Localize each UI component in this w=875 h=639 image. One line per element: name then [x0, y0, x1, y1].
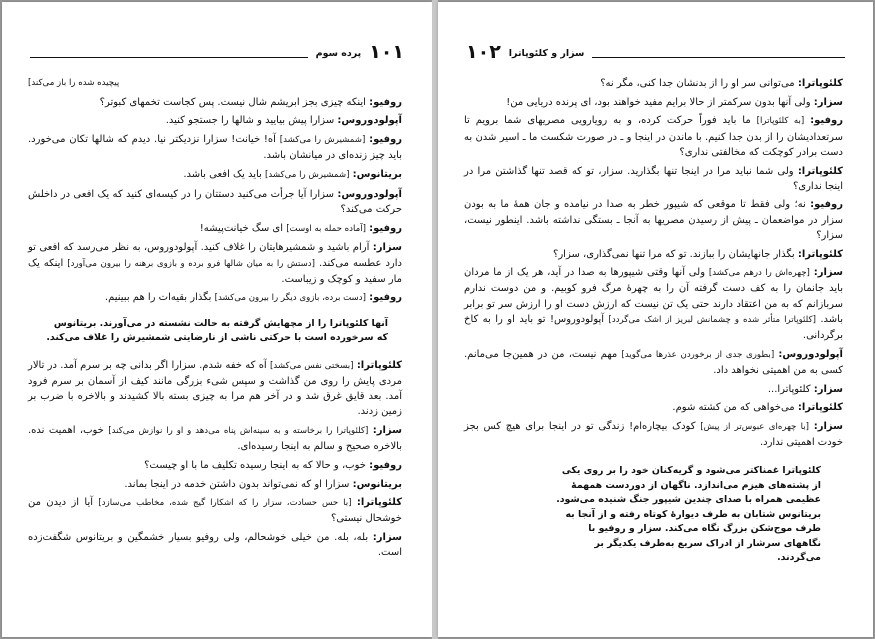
dialogue-line — [28, 187, 402, 217]
dialogue-line — [28, 167, 402, 183]
right-page-body — [464, 76, 843, 566]
line-text: نه؛ ولی فقط تا موقعی که شیپور خطر به صدا در نیامده و جان همهٔ ما به بودن سزار در مواضعمان ـ پیش از رسیدن مصریها به آنجا ـ بستگی نداشته باشد. اینطور نیست، سزار؟ — [464, 199, 843, 241]
dialogue-line — [464, 382, 843, 397]
line-text: می‌توانی سر او را از بدنشان جدا کنی، مگر نه؟ — [600, 78, 795, 89]
dialogue-line — [464, 113, 843, 160]
direction: [بسختی نفس می‌کشد] — [270, 360, 354, 371]
page-number: ۱۰۱ — [369, 41, 404, 63]
line-text: سزارا پیش بیایید و شالها را جستجو کنید. — [165, 115, 335, 127]
direction: [دست برده، بازوی دیگر را بیرون می‌کشد] — [214, 293, 366, 304]
line-text: آه! خیانت! سزارا نزدیکتر نیا. دیدم که شالها تکان می‌خورد. باید چیز زنده‌ای در میانشان باشد. — [28, 134, 402, 162]
dialogue-line — [28, 290, 402, 306]
dialogue-line — [28, 358, 402, 420]
stage-direction-fragment: پیچیده شده را باز می‌کند] — [28, 78, 120, 88]
dialogue-line — [28, 240, 402, 287]
direction: [کلئوپاترا را برخاسته و به سینه‌اش پناه می‌دهد و او را نوازش می‌کند] — [108, 425, 369, 436]
speaker: کلئوپاترا: — [797, 78, 843, 89]
line-text: ما باید فوراً حرکت کرده، و به رویارویی مصریهای شما برویم تا سرتعدادیشان را از بدن جدا کنیم. با ماندن در اینجا و ـ در صورت شکست ما ـ اسیر شدن به دست برادر کوچکت که مخالفتی نداری؟ — [464, 115, 843, 158]
speaker: بریتانوس: — [352, 478, 402, 490]
line-text: ولی آنها وقتی شیپورها به صدا در آید، هر یک از ما مردان باید جانمان را به کف دست گرفته آن را به چهرهٔ مرگ فرو کوبیم. و من دوست ندارم سربازانم که به من اعتقاد دارند حتی یک تن نیست که ارزش دست او را ارزش سر تو برابر باشد. — [464, 267, 843, 325]
dialogue-line — [28, 477, 402, 492]
dialogue-line — [464, 265, 843, 343]
direction: [شمشیرش را می‌کشد] — [265, 170, 350, 181]
speaker: روفیو: — [369, 459, 402, 471]
line-text: آه که خفه شدم. سزارا اگر بدانی چه بر سرم آمد. در تالار مردی پایش را روی من گذاشت و سپس شیء بزرگی مانند کیف از آسمان بر سرم فرود آمد. بعد قایق غرق شد و در آخر هم مرا به چیزی بسته بالا کشیدند و بالاخره با ضرب بر زمین زدند. — [28, 359, 402, 418]
line-text: سزارا او که نمی‌تواند بدون داشتن خدمه در اینجا بماند. — [124, 478, 350, 490]
dialogue-line — [28, 221, 402, 237]
speaker: سزار: — [372, 424, 402, 436]
line-text: ولی شما نباید مرا در اینجا تنها بگذارید. سزار، تو که قصد تنها گذاشتن مرا در اینجا نداری؟ — [464, 165, 843, 192]
line-text: اینکه یک مار سفید و کوچک و زیباست. — [28, 257, 402, 285]
header-rule — [592, 57, 845, 58]
line-text: بله، بله. من خیلی خوشحالم، ولی روفیو بسیار خشمگین و بریتانوس شگفت‌زده است. — [28, 532, 402, 559]
speaker: روفیو: — [810, 199, 843, 211]
speaker: روفیو: — [369, 134, 402, 146]
speaker: روفیو: — [369, 292, 402, 304]
speaker: سزار: — [372, 242, 402, 254]
stage-direction: آنها کلئوپاترا را از مچهایش گرفته به حالت نشسته در می‌آورند. بریتانوس که سرخورده است با حرکتی ناشی از نارضایتی شمشیرش را غلاف می‌کند. — [46, 317, 388, 344]
line-text: می‌خواهی که من کشته شوم. — [672, 402, 795, 414]
speaker: سزار: — [813, 421, 843, 433]
speaker: سزار: — [813, 267, 843, 279]
dialogue-line — [28, 458, 402, 473]
dialogue-line — [464, 347, 843, 378]
dialogue-line — [464, 197, 843, 243]
speaker: روفیو: — [369, 222, 402, 234]
speaker: کلئوپاترا: — [797, 402, 843, 414]
speaker: روفیو: — [369, 96, 402, 108]
line-text: خوب، اهمیت نده. بالاخره صحیح و سالم به اینجا رسیده‌ای. — [28, 424, 402, 453]
dialogue-line — [464, 400, 843, 415]
line-text: بگذار بقیه‌ات را هم ببینیم. — [104, 292, 212, 304]
dialogue-line — [464, 164, 843, 194]
speaker: روفیو: — [810, 115, 844, 127]
speaker: آپولودوروس: — [778, 348, 843, 360]
speaker: سزار: — [372, 532, 403, 544]
dialogue-line — [28, 132, 402, 163]
direction: [به کلئوپاترا] — [756, 116, 805, 127]
line-text: ای سگ خیانت‌پیشه! — [199, 222, 283, 234]
speaker: کلئوپاترا: — [797, 165, 843, 177]
dialogue-line — [28, 113, 402, 128]
right-page-header — [466, 40, 845, 62]
speaker: سزار: — [813, 383, 843, 395]
speaker: کلئوپاترا: — [356, 497, 403, 509]
left-page-body — [28, 76, 402, 564]
dialogue-line — [464, 76, 843, 91]
line-text: باید یک افعی باشد. — [183, 169, 262, 181]
line-text: کلئوپاترا... — [767, 383, 811, 395]
line-text: اینکه چیزی بجز ابریشم شال نیست. پس کجاست تخمهای کبوتر؟ — [99, 96, 366, 108]
line-text: آرام باشید و شمشیرهایتان را غلاف کنید. آپولودوروس، به نظر می‌رسد که افعی تو دارد عطسه می‌کند. — [28, 242, 402, 269]
left-page-header — [30, 40, 404, 62]
line-text: سزارا آیا جرأت می‌کنید دستتان را در کیسه‌ای کنید که یک افعی در داخلش حرکت می‌کند؟ — [28, 188, 402, 215]
line-text: آیا از دیدن من خوشحال نیستی؟ — [28, 497, 402, 525]
direction: [بطوری جدی از برخوردن عذرها می‌گوید] — [621, 349, 775, 360]
direction: [کلئوپاترا متأثر شده و چشمانش لبریز از اشک می‌گردد] — [608, 314, 816, 325]
direction: [با چهره‌ای عبوس‌تر از پیش] — [700, 422, 809, 433]
line-text: مهم نیست، من در همین‌جا می‌مانم. کسی به من اهمیتی نخواهد داد. — [464, 348, 843, 376]
dialogue-line — [28, 423, 402, 454]
direction: [دستش را به میان شالها فرو برده و بازوی برهنه را بیرون می‌آورد] — [67, 258, 315, 269]
speaker: سزار: — [813, 96, 843, 108]
running-title: سزار و کلئوپاترا — [508, 48, 585, 59]
left-page — [2, 2, 432, 637]
dialogue-line — [28, 95, 402, 110]
line-text: آپولودوروس! تو باید او را به کاخ برگردانی. — [464, 313, 843, 342]
stage-direction: کلئوپاترا غمناکتر می‌شود و گریه‌کنان خود را بر روی یکی از پشته‌های هیزم می‌اندازد. ناگهان از دوردست همهمهٔ عظیمی همراه با صدای چندین شیپور جنگ شنیده می‌شود. بریتانوس شتابان به طرف دیوارهٔ کوتاه رفته و از آنجا به طرف موج‌شکن بزرگ نگاه می‌کند. سزار و روفیو با نگاههای سرشار از ادراک سریع به‌طرف یکدیگر بر می‌گردند. — [556, 465, 821, 564]
direction: [شمشیرش را می‌کشد] — [279, 135, 366, 146]
right-page — [438, 2, 873, 637]
dialogue-line — [464, 247, 843, 262]
line-text: خوب، و حالا که به اینجا رسیده تکلیف ما با او چیست؟ — [144, 459, 366, 471]
dialogue-line — [28, 530, 402, 560]
line-text: بگذار جانهایشان را ببازند. تو که مرا تنها نمی‌گذاری، سزار؟ — [553, 248, 795, 260]
direction: [آماده حمله به اوست] — [286, 223, 366, 234]
line-text: کودک بیچاره‌ام! زندگی تو در اینجا برای هیچ کس بجز خودت اهمیتی ندارد. — [464, 421, 843, 449]
direction: [چهره‌اش را درهم می‌کشد] — [708, 268, 810, 279]
page-number: ۱۰۲ — [466, 41, 501, 63]
speaker: کلئوپاترا: — [797, 248, 843, 260]
speaker: بریتانوس: — [352, 169, 402, 181]
header-rule — [30, 57, 308, 58]
speaker: آپولودوروس: — [337, 188, 402, 200]
dialogue-line — [28, 495, 402, 526]
direction: [با حس حسادت، سزار را که اشکارا گیج شده، مخاطب می‌سازد] — [98, 498, 352, 509]
dialogue-line — [464, 419, 843, 450]
running-title: پرده سوم — [315, 48, 362, 59]
speaker: کلئوپاترا: — [356, 359, 402, 371]
line-text: ولی آنها بدون سرکمتر از حالا برایم مفید خواهند بود، ای پرنده دریایی من! — [506, 96, 811, 108]
dialogue-line — [464, 95, 843, 110]
speaker: آپولودوروس: — [337, 115, 402, 127]
